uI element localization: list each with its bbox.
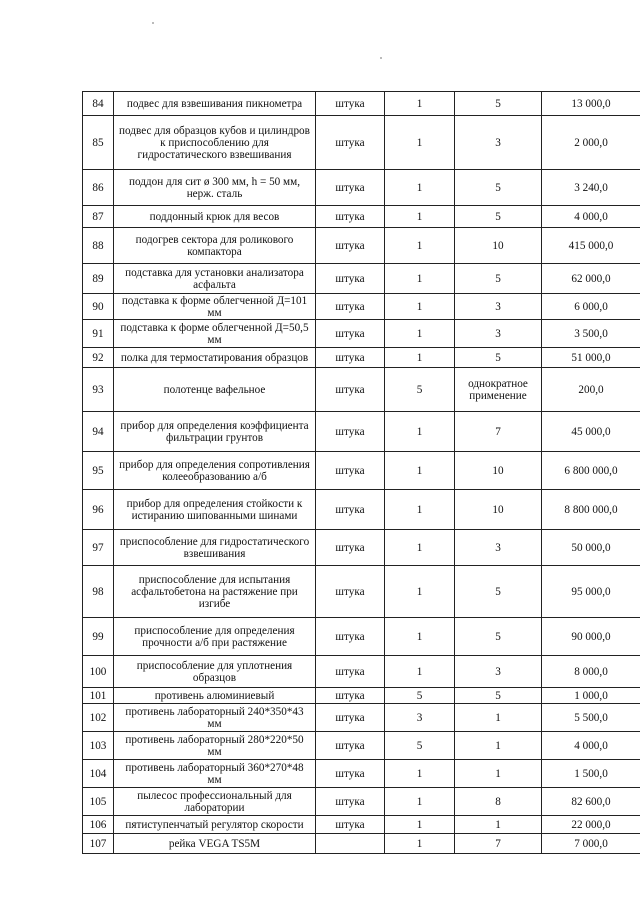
- item-name: приспособление для уплотнения образцов: [114, 656, 316, 688]
- row-number: 87: [83, 206, 114, 228]
- quantity-cell: 1: [385, 490, 455, 530]
- row-number: 100: [83, 656, 114, 688]
- row-number: 88: [83, 228, 114, 264]
- price-cell: 3 240,0: [542, 170, 640, 206]
- row-number: 94: [83, 412, 114, 452]
- table-row: [83, 92, 640, 116]
- item-name: противень лабораторный 240*350*43 мм: [114, 704, 316, 732]
- unit-cell: штука: [316, 656, 385, 688]
- quantity-cell: 1: [385, 412, 455, 452]
- item-name: прибор для определения стойкости к истиранию шипованными шинами: [114, 490, 316, 530]
- quantity-cell: 5: [385, 368, 455, 412]
- table-row: [83, 566, 640, 618]
- row-number: 104: [83, 760, 114, 788]
- service-life-cell: 1: [455, 816, 542, 834]
- price-cell: 415 000,0: [542, 228, 640, 264]
- quantity-cell: 1: [385, 320, 455, 348]
- unit-cell: штука: [316, 816, 385, 834]
- price-cell: 6 000,0: [542, 294, 640, 320]
- service-life-cell: 3: [455, 116, 542, 170]
- quantity-cell: 1: [385, 206, 455, 228]
- unit-cell: штука: [316, 264, 385, 294]
- row-number: 101: [83, 688, 114, 704]
- price-cell: 5 500,0: [542, 704, 640, 732]
- quantity-cell: 5: [385, 732, 455, 760]
- price-cell: 200,0: [542, 368, 640, 412]
- scan-speck: [380, 57, 382, 59]
- table-row: [83, 320, 640, 348]
- quantity-cell: 1: [385, 834, 455, 854]
- table-row: [83, 368, 640, 412]
- quantity-cell: 1: [385, 92, 455, 116]
- row-number: 95: [83, 452, 114, 490]
- quantity-cell: 1: [385, 566, 455, 618]
- service-life-cell: 3: [455, 294, 542, 320]
- quantity-cell: 1: [385, 348, 455, 368]
- price-cell: 4 000,0: [542, 732, 640, 760]
- price-cell: 13 000,0: [542, 92, 640, 116]
- quantity-cell: 5: [385, 688, 455, 704]
- service-life-cell: 3: [455, 320, 542, 348]
- price-cell: 95 000,0: [542, 566, 640, 618]
- table-row: [83, 656, 640, 688]
- table-row: [83, 348, 640, 368]
- service-life-cell: 5: [455, 348, 542, 368]
- unit-cell: штука: [316, 490, 385, 530]
- unit-cell: штука: [316, 530, 385, 566]
- row-number: 97: [83, 530, 114, 566]
- table-row: [83, 788, 640, 816]
- row-number: 103: [83, 732, 114, 760]
- row-number: 98: [83, 566, 114, 618]
- service-life-cell: 10: [455, 228, 542, 264]
- price-cell: 8 000,0: [542, 656, 640, 688]
- unit-cell: штука: [316, 206, 385, 228]
- price-cell: 45 000,0: [542, 412, 640, 452]
- table-row: [83, 294, 640, 320]
- price-cell: 51 000,0: [542, 348, 640, 368]
- table-row: [83, 490, 640, 530]
- table-row: [83, 688, 640, 704]
- price-cell: 22 000,0: [542, 816, 640, 834]
- item-name: подставка к форме облегченной Д=50,5 мм: [114, 320, 316, 348]
- unit-cell: штука: [316, 732, 385, 760]
- price-cell: 90 000,0: [542, 618, 640, 656]
- unit-cell: штука: [316, 116, 385, 170]
- unit-cell: штука: [316, 452, 385, 490]
- unit-cell: штука: [316, 688, 385, 704]
- service-life-cell: 5: [455, 170, 542, 206]
- quantity-cell: 1: [385, 294, 455, 320]
- table-row: [83, 264, 640, 294]
- item-name: противень лабораторный 360*270*48 мм: [114, 760, 316, 788]
- row-number: 107: [83, 834, 114, 854]
- service-life-cell: 5: [455, 618, 542, 656]
- row-number: 93: [83, 368, 114, 412]
- unit-cell: штука: [316, 760, 385, 788]
- table-row: [83, 170, 640, 206]
- unit-cell: штука: [316, 320, 385, 348]
- row-number: 102: [83, 704, 114, 732]
- quantity-cell: 1: [385, 228, 455, 264]
- service-life-cell: 7: [455, 834, 542, 854]
- item-name: подставка для установки анализатора асфальта: [114, 264, 316, 294]
- price-cell: 1 500,0: [542, 760, 640, 788]
- table-row: [83, 618, 640, 656]
- service-life-cell: 5: [455, 688, 542, 704]
- item-name: противень лабораторный 280*220*50 мм: [114, 732, 316, 760]
- price-cell: 4 000,0: [542, 206, 640, 228]
- item-name: подогрев сектора для роликового компактора: [114, 228, 316, 264]
- row-number: 92: [83, 348, 114, 368]
- service-life-cell: однократное применение: [455, 368, 542, 412]
- row-number: 106: [83, 816, 114, 834]
- item-name: подвес для взвешивания пикнометра: [114, 92, 316, 116]
- quantity-cell: 1: [385, 170, 455, 206]
- item-name: приспособление для испытания асфальтобетона на растяжение при изгибе: [114, 566, 316, 618]
- quantity-cell: 1: [385, 656, 455, 688]
- price-cell: 2 000,0: [542, 116, 640, 170]
- scan-speck: [152, 22, 154, 24]
- quantity-cell: 1: [385, 816, 455, 834]
- unit-cell: штука: [316, 788, 385, 816]
- unit-cell: [316, 834, 385, 854]
- item-name: полка для термостатирования образцов: [114, 348, 316, 368]
- unit-cell: штука: [316, 704, 385, 732]
- service-life-cell: 1: [455, 760, 542, 788]
- service-life-cell: 5: [455, 264, 542, 294]
- service-life-cell: 8: [455, 788, 542, 816]
- row-number: 86: [83, 170, 114, 206]
- equipment-table-body: [83, 92, 640, 854]
- item-name: рейка VEGA TS5M: [114, 834, 316, 854]
- unit-cell: штука: [316, 170, 385, 206]
- table-row: [83, 704, 640, 732]
- table-row: [83, 530, 640, 566]
- unit-cell: штука: [316, 368, 385, 412]
- unit-cell: штука: [316, 348, 385, 368]
- price-cell: 7 000,0: [542, 834, 640, 854]
- row-number: 90: [83, 294, 114, 320]
- table-row: [83, 228, 640, 264]
- item-name: поддон для сит ø 300 мм, h = 50 мм, нерж. сталь: [114, 170, 316, 206]
- service-life-cell: 5: [455, 206, 542, 228]
- row-number: 89: [83, 264, 114, 294]
- table-row: [83, 732, 640, 760]
- unit-cell: штука: [316, 618, 385, 656]
- unit-cell: штука: [316, 412, 385, 452]
- service-life-cell: 7: [455, 412, 542, 452]
- table-row: [83, 816, 640, 834]
- item-name: полотенце вафельное: [114, 368, 316, 412]
- unit-cell: штука: [316, 92, 385, 116]
- service-life-cell: 3: [455, 530, 542, 566]
- service-life-cell: 10: [455, 452, 542, 490]
- quantity-cell: 1: [385, 618, 455, 656]
- row-number: 96: [83, 490, 114, 530]
- quantity-cell: 1: [385, 116, 455, 170]
- service-life-cell: 3: [455, 656, 542, 688]
- unit-cell: штука: [316, 228, 385, 264]
- row-number: 84: [83, 92, 114, 116]
- quantity-cell: 1: [385, 452, 455, 490]
- equipment-table: [82, 91, 640, 854]
- item-name: прибор для определения коэффициента фильтрации грунтов: [114, 412, 316, 452]
- price-cell: 6 800 000,0: [542, 452, 640, 490]
- item-name: противень алюминиевый: [114, 688, 316, 704]
- quantity-cell: 1: [385, 530, 455, 566]
- item-name: поддонный крюк для весов: [114, 206, 316, 228]
- row-number: 91: [83, 320, 114, 348]
- unit-cell: штука: [316, 294, 385, 320]
- price-cell: 82 600,0: [542, 788, 640, 816]
- quantity-cell: 3: [385, 704, 455, 732]
- price-cell: 3 500,0: [542, 320, 640, 348]
- row-number: 99: [83, 618, 114, 656]
- row-number: 85: [83, 116, 114, 170]
- price-cell: 8 800 000,0: [542, 490, 640, 530]
- item-name: пятиступенчатый регулятор скорости: [114, 816, 316, 834]
- item-name: приспособление для определения прочности а/б при растяжение: [114, 618, 316, 656]
- service-life-cell: 5: [455, 566, 542, 618]
- quantity-cell: 1: [385, 760, 455, 788]
- item-name: прибор для определения сопротивления колееобразованию а/б: [114, 452, 316, 490]
- price-cell: 62 000,0: [542, 264, 640, 294]
- service-life-cell: 10: [455, 490, 542, 530]
- table-row: [83, 834, 640, 854]
- table-row: [83, 412, 640, 452]
- price-cell: 1 000,0: [542, 688, 640, 704]
- row-number: 105: [83, 788, 114, 816]
- quantity-cell: 1: [385, 788, 455, 816]
- quantity-cell: 1: [385, 264, 455, 294]
- unit-cell: штука: [316, 566, 385, 618]
- service-life-cell: 1: [455, 732, 542, 760]
- table-row: [83, 452, 640, 490]
- table-row: [83, 760, 640, 788]
- item-name: приспособление для гидростатического взвешивания: [114, 530, 316, 566]
- item-name: подставка к форме облегченной Д=101 мм: [114, 294, 316, 320]
- item-name: подвес для образцов кубов и цилиндров к приспособлению для гидростатического взвешивания: [114, 116, 316, 170]
- table-row: [83, 206, 640, 228]
- table-row: [83, 116, 640, 170]
- service-life-cell: 5: [455, 92, 542, 116]
- service-life-cell: 1: [455, 704, 542, 732]
- price-cell: 50 000,0: [542, 530, 640, 566]
- item-name: пылесос профессиональный для лаборатории: [114, 788, 316, 816]
